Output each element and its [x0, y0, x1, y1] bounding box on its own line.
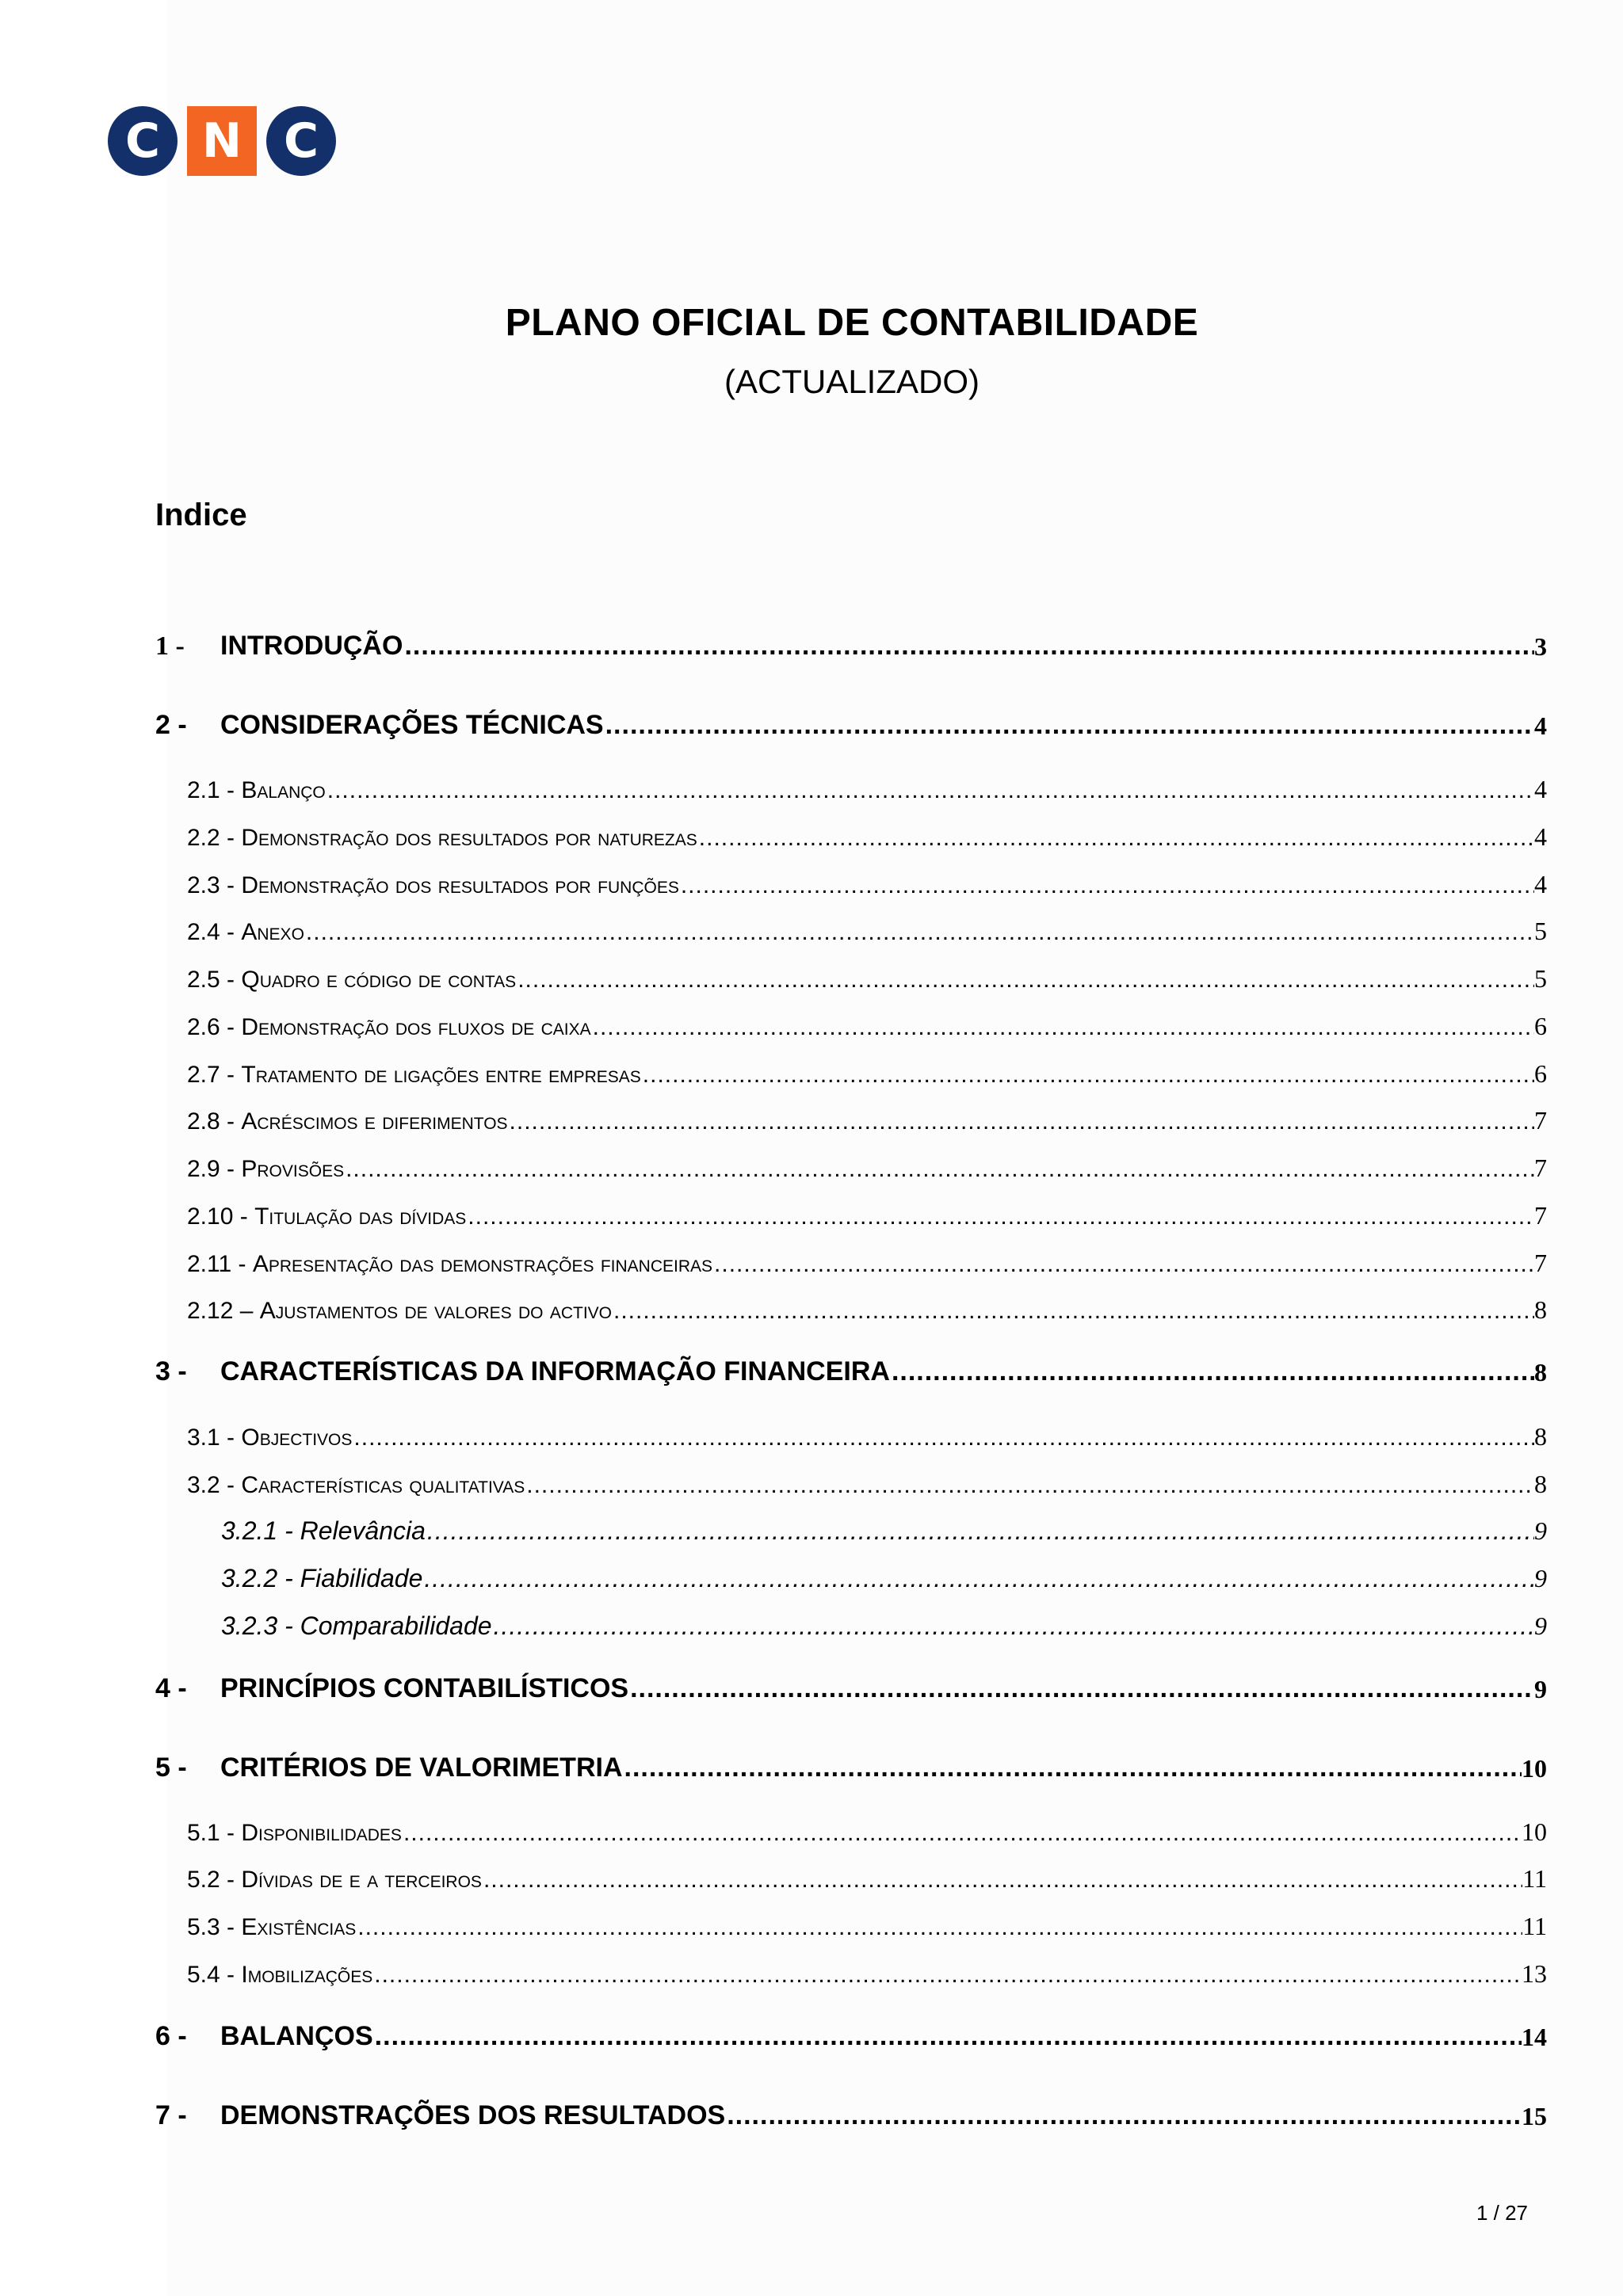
- toc-entry[interactable]: [155, 1043, 1547, 1088]
- toc-entry-number: 5.2 -: [187, 1867, 242, 1893]
- toc-dot-leader: [352, 1425, 1534, 1451]
- toc-dot-leader: [516, 967, 1534, 993]
- toc-entry-title: Existências: [241, 1914, 357, 1940]
- toc-entry-title: Tratamento de ligações entre empresas: [241, 1062, 641, 1088]
- toc-page-number: 5: [1534, 963, 1547, 993]
- toc-entry-title: Apresentação das demonstrações financeiras: [252, 1251, 713, 1277]
- toc-entry-number: 2.12 –: [187, 1298, 260, 1324]
- toc-entry-title: Demonstração dos resultados por naturezas: [241, 825, 697, 851]
- toc-entry-number: 2.10 -: [187, 1203, 255, 1230]
- toc-entry[interactable]: [155, 854, 1547, 898]
- toc-entry-title: Disponibilidades: [241, 1820, 402, 1846]
- logo-letter-c2: C: [283, 113, 319, 169]
- toc-entry[interactable]: [155, 1596, 1547, 1640]
- toc-entry-label: [155, 1472, 525, 1498]
- toc-entry-number: 6 -: [155, 2020, 187, 2051]
- toc-page-number: 9: [1534, 1611, 1547, 1640]
- toc-entry-label: [155, 1251, 712, 1277]
- toc-dot-leader: [508, 1108, 1534, 1135]
- toc-entry-number: 3.2.2 -: [221, 1563, 300, 1592]
- toc-entry-label: [155, 1867, 482, 1893]
- toc-dot-leader: [604, 711, 1534, 740]
- toc-entry[interactable]: [155, 1090, 1547, 1135]
- toc-entry-title: Balanço: [241, 777, 326, 803]
- document-subtitle: (ACTUALIZADO): [724, 363, 980, 400]
- toc-entry-title: Titulação das dívidas: [254, 1203, 467, 1230]
- toc-entry-label: [155, 1298, 612, 1324]
- toc-entry[interactable]: [155, 1280, 1547, 1324]
- page-number: 1 / 27: [1476, 2201, 1528, 2225]
- toc-entry-title: CONSIDERAÇÕES TÉCNICAS: [220, 709, 604, 740]
- toc-entry-label: [155, 1820, 402, 1846]
- toc-dot-leader: [697, 825, 1534, 851]
- toc-entry-label: [155, 919, 304, 945]
- toc-entry-label: [155, 967, 516, 993]
- toc-entry-title: Imobilizações: [241, 1962, 373, 1988]
- toc-entry[interactable]: [155, 1138, 1547, 1182]
- toc-entry-title: Relevância: [300, 1516, 426, 1545]
- toc-dot-leader: [591, 1014, 1534, 1040]
- toc-entry-title: Fiabilidade: [300, 1563, 423, 1592]
- toc-entry-number: 2.5 -: [187, 967, 242, 993]
- toc-entry[interactable]: [155, 2086, 1547, 2130]
- toc-entry-title: CARACTERÍSTICAS DA INFORMAÇÃO FINANCEIRA: [220, 1356, 890, 1386]
- toc-entry[interactable]: [155, 1659, 1547, 1703]
- toc-page-number: 7: [1534, 1153, 1547, 1182]
- toc-dot-leader: [641, 1062, 1534, 1088]
- toc-dot-leader: [612, 1298, 1534, 1324]
- toc-entry[interactable]: [155, 1454, 1547, 1498]
- toc-page-number: 7: [1534, 1248, 1547, 1277]
- toc-entry-title: Acréscimos e diferimentos: [241, 1108, 508, 1135]
- toc-entry-number: 3.1 -: [187, 1425, 242, 1451]
- toc-entry[interactable]: [155, 1233, 1547, 1277]
- toc-entry-title: Demonstração dos resultados por funções: [241, 872, 679, 898]
- toc-dot-leader: [679, 872, 1534, 898]
- toc-entry-title: Anexo: [241, 919, 304, 945]
- toc-entry[interactable]: [155, 1406, 1547, 1451]
- toc-entry-number: 2.2 -: [187, 825, 242, 851]
- toc-entry[interactable]: [155, 996, 1547, 1040]
- toc-entry[interactable]: [155, 1185, 1547, 1230]
- toc-page-number: 13: [1522, 1958, 1547, 1988]
- toc-entry-number: 7 -: [155, 2100, 187, 2130]
- toc-page-number: 11: [1522, 1911, 1547, 1940]
- toc-entry-title: Provisões: [241, 1156, 345, 1182]
- toc-dot-leader: [628, 1674, 1534, 1703]
- toc-page-number: 8: [1534, 1295, 1547, 1324]
- toc-entry-number: 4 -: [155, 1672, 187, 1703]
- toc-page-number: 7: [1534, 1105, 1547, 1135]
- toc-entry-label: [155, 825, 697, 851]
- toc-page-number: 8: [1534, 1469, 1547, 1498]
- toc-dot-leader: [890, 1357, 1534, 1386]
- toc-entry-number: 5.4 -: [187, 1962, 242, 1988]
- toc-entry-title: Comparabilidade: [300, 1611, 492, 1640]
- toc-entry-number: 3.2.3 -: [221, 1611, 300, 1640]
- toc-entry-title: CRITÉRIOS DE VALORIMETRIA: [220, 1752, 623, 1783]
- toc-entry-label: [155, 1962, 372, 1988]
- toc-dot-leader: [373, 2022, 1522, 2051]
- toc-page-number: 7: [1534, 1200, 1547, 1230]
- toc-entry-number: 2.11 -: [187, 1251, 253, 1277]
- index-heading: Indice: [155, 498, 247, 532]
- toc-entry-number: 2.7 -: [187, 1062, 242, 1088]
- toc-page-number: 15: [1522, 2101, 1547, 2130]
- toc-dot-leader: [403, 631, 1534, 661]
- toc-entry-number: 2.6 -: [187, 1014, 242, 1040]
- toc-entry[interactable]: [155, 616, 1547, 661]
- toc-entry-number: 5 -: [155, 1752, 187, 1783]
- toc-entry-title: Demonstração dos fluxos de caixa: [241, 1014, 591, 1040]
- toc-entry[interactable]: [155, 1896, 1547, 1940]
- logo-letter-c1: C: [124, 113, 161, 169]
- toc-dot-leader: [623, 1753, 1522, 1783]
- toc-page-number: 4: [1534, 711, 1547, 740]
- toc-entry-label: [155, 1612, 492, 1640]
- toc-dot-leader: [525, 1472, 1534, 1498]
- toc-entry[interactable]: [155, 1848, 1547, 1893]
- toc-page-number: 9: [1534, 1674, 1547, 1703]
- toc-entry-number: 2 -: [155, 709, 187, 740]
- toc-page-number: 6: [1534, 1058, 1547, 1088]
- toc-entry-number: 5.1 -: [187, 1820, 242, 1846]
- toc-entry-title: Características qualitativas: [241, 1472, 525, 1498]
- toc-entry-title: Quadro e código de contas: [241, 967, 517, 993]
- toc-page-number: 11: [1522, 1863, 1547, 1893]
- toc-entry-title: INTRODUÇÃO: [220, 630, 403, 661]
- toc-entry-number: 3.2 -: [187, 1472, 242, 1498]
- toc-entry-number: 2.3 -: [187, 872, 242, 898]
- toc-entry-number: 2.1 -: [187, 777, 242, 803]
- toc-entry[interactable]: [155, 807, 1547, 851]
- toc-page-number: 4: [1534, 869, 1547, 898]
- toc-entry-number: 2.9 -: [187, 1156, 242, 1182]
- toc-page-number: 8: [1534, 1421, 1547, 1451]
- toc-dot-leader: [304, 919, 1534, 945]
- toc-page-number: 3: [1534, 631, 1547, 661]
- toc-entry[interactable]: [155, 1342, 1547, 1386]
- toc-entry-label: [155, 1108, 508, 1135]
- toc-entry-label: [155, 1565, 422, 1592]
- toc-dot-leader: [482, 1867, 1522, 1893]
- toc-page-number: 8: [1534, 1357, 1547, 1386]
- toc-entry[interactable]: [155, 1943, 1547, 1988]
- toc-page-number: 10: [1522, 1753, 1547, 1783]
- toc-page-number: 6: [1534, 1011, 1547, 1040]
- toc-entry[interactable]: [155, 901, 1547, 945]
- logo-letter-n: N: [201, 113, 242, 169]
- toc-page-number: 4: [1534, 822, 1547, 851]
- toc-entry[interactable]: [155, 696, 1547, 740]
- toc-entry-label: [155, 1203, 466, 1230]
- toc-page-number: 9: [1534, 1516, 1547, 1545]
- toc-dot-leader: [422, 1565, 1534, 1592]
- toc-dot-leader: [492, 1612, 1534, 1640]
- toc-entry-label: [155, 872, 679, 898]
- toc-entry-title: Ajustamentos de valores do activo: [259, 1298, 612, 1324]
- toc-page-number: 4: [1534, 774, 1547, 803]
- toc-dot-leader: [466, 1203, 1534, 1230]
- toc-entry-number: 3 -: [155, 1356, 187, 1386]
- toc-entry-number: 5.3 -: [187, 1914, 242, 1940]
- toc-page-number: 14: [1522, 2022, 1547, 2051]
- toc-entry-title: Dívidas de e a terceiros: [241, 1867, 482, 1893]
- toc-dot-leader: [344, 1156, 1534, 1182]
- toc-entry-label: [155, 1062, 641, 1088]
- cnc-logo: [106, 103, 338, 179]
- toc-dot-leader: [402, 1820, 1522, 1846]
- toc-page-number: 10: [1522, 1817, 1547, 1846]
- toc-dot-leader: [356, 1914, 1522, 1940]
- toc-entry-title: Objectivos: [241, 1425, 353, 1451]
- toc-entry-label: [155, 1517, 426, 1545]
- toc-entry[interactable]: [155, 759, 1547, 803]
- toc-entry[interactable]: [155, 2007, 1547, 2051]
- toc-dot-leader: [725, 2101, 1522, 2130]
- toc-entry-title: PRINCÍPIOS CONTABILÍSTICOS: [220, 1672, 629, 1703]
- document-title: PLANO OFICIAL DE CONTABILIDADE: [505, 302, 1199, 344]
- toc-entry-label: [155, 1014, 591, 1040]
- toc-entry-label: [155, 1156, 344, 1182]
- toc-dot-leader: [372, 1962, 1522, 1988]
- toc-entry-title: DEMONSTRAÇÕES DOS RESULTADOS: [220, 2100, 726, 2130]
- toc-dot-leader: [426, 1517, 1534, 1545]
- toc-entry-label: [155, 777, 326, 803]
- toc-dot-leader: [712, 1251, 1534, 1277]
- toc-entry-number: 1 -: [155, 631, 185, 661]
- toc-entry[interactable]: [155, 1501, 1547, 1545]
- toc-entry-number: 2.4 -: [187, 919, 242, 945]
- toc-entry[interactable]: [155, 948, 1547, 993]
- toc-page-number: 9: [1534, 1563, 1547, 1592]
- toc-entry-label: [155, 1425, 352, 1451]
- toc-dot-leader: [326, 777, 1534, 803]
- toc-entry[interactable]: [155, 1738, 1547, 1783]
- toc-entry-number: 3.2.1 -: [221, 1516, 300, 1545]
- toc-entry-number: 2.8 -: [187, 1108, 242, 1135]
- toc-entry-title: BALANÇOS: [220, 2020, 373, 2051]
- toc-page-number: 5: [1534, 916, 1547, 945]
- toc-entry[interactable]: [155, 1802, 1547, 1846]
- toc-entry-label: [155, 1914, 356, 1940]
- toc-entry[interactable]: [155, 1548, 1547, 1592]
